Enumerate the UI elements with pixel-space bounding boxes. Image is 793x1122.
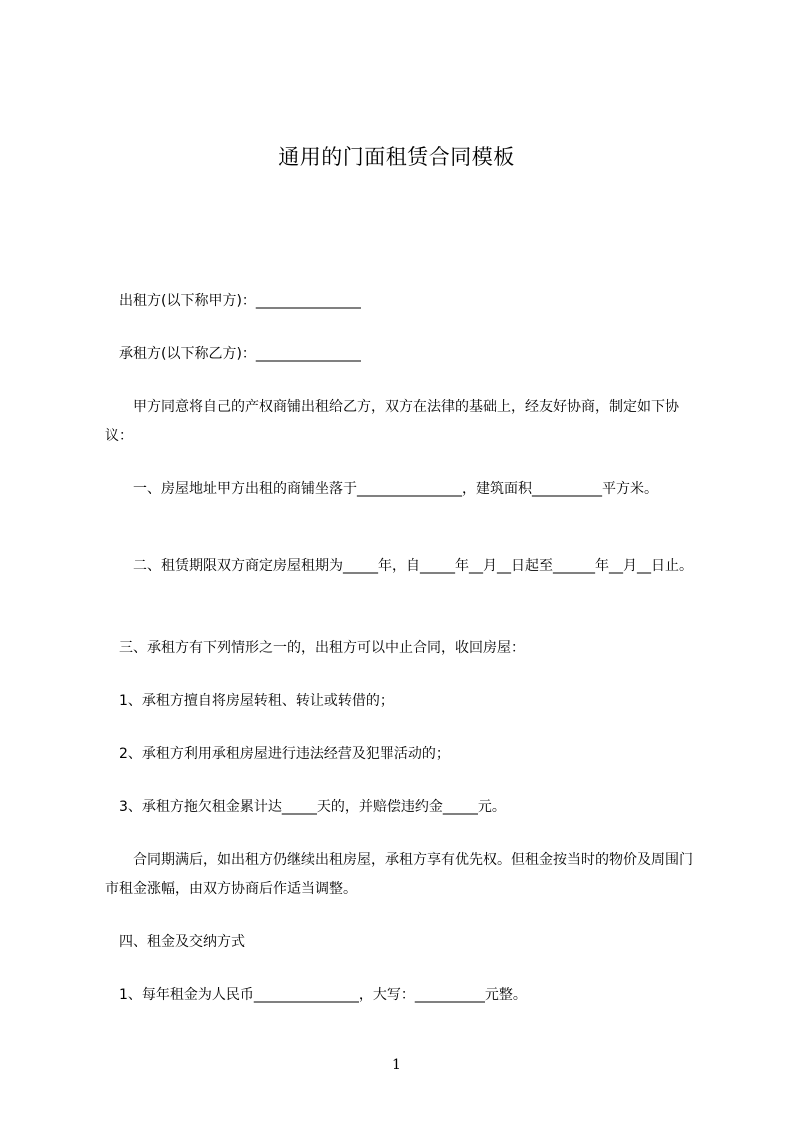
document-title: 通用的门面租赁合同模板 xyxy=(278,145,515,169)
lessee-line: 承租方(以下称乙方)：_______________ xyxy=(105,346,361,362)
clause-3-heading: 三、承租方有下列情形之一的，出租方可以中止合同，收回房屋： xyxy=(105,640,525,656)
clause-3-item-3: 3、承租方拖欠租金累计达_____天的，并赔偿违约金_____元。 xyxy=(105,799,506,815)
clause-4-heading: 四、租金及交纳方式 xyxy=(105,934,245,950)
lessor-line: 出租方(以下称甲方)：_______________ xyxy=(105,293,361,309)
clause-3-item-1: 1、承租方擅自将房屋转租、转让或转借的； xyxy=(105,693,394,709)
clause-4-item-1: 1、每年租金为人民币_______________，大写：__________元整。 xyxy=(105,987,527,1003)
clause-2-lease-term: 二、租赁期限双方商定房屋租期为_____年，自_____年__月__日起至______年__月__日止。 xyxy=(105,558,693,574)
page-number: 1 xyxy=(392,1057,401,1073)
clause-1-address: 一、房屋地址甲方出租的商铺坐落于_______________，建筑面积__________平方米。 xyxy=(105,481,658,497)
renewal-paragraph: 合同期满后，如出租方仍继续出租房屋，承租方享有优先权。但租金按当时的物价及周围门市租金涨幅，由双方协商后作适当调整。 xyxy=(105,852,693,897)
agreement-intro-paragraph: 甲方同意将自己的产权商铺出租给乙方，双方在法律的基础上，经友好协商，制定如下协议： xyxy=(105,399,679,444)
clause-3-item-2: 2、承租方利用承租房屋进行违法经营及犯罪活动的； xyxy=(105,746,450,762)
